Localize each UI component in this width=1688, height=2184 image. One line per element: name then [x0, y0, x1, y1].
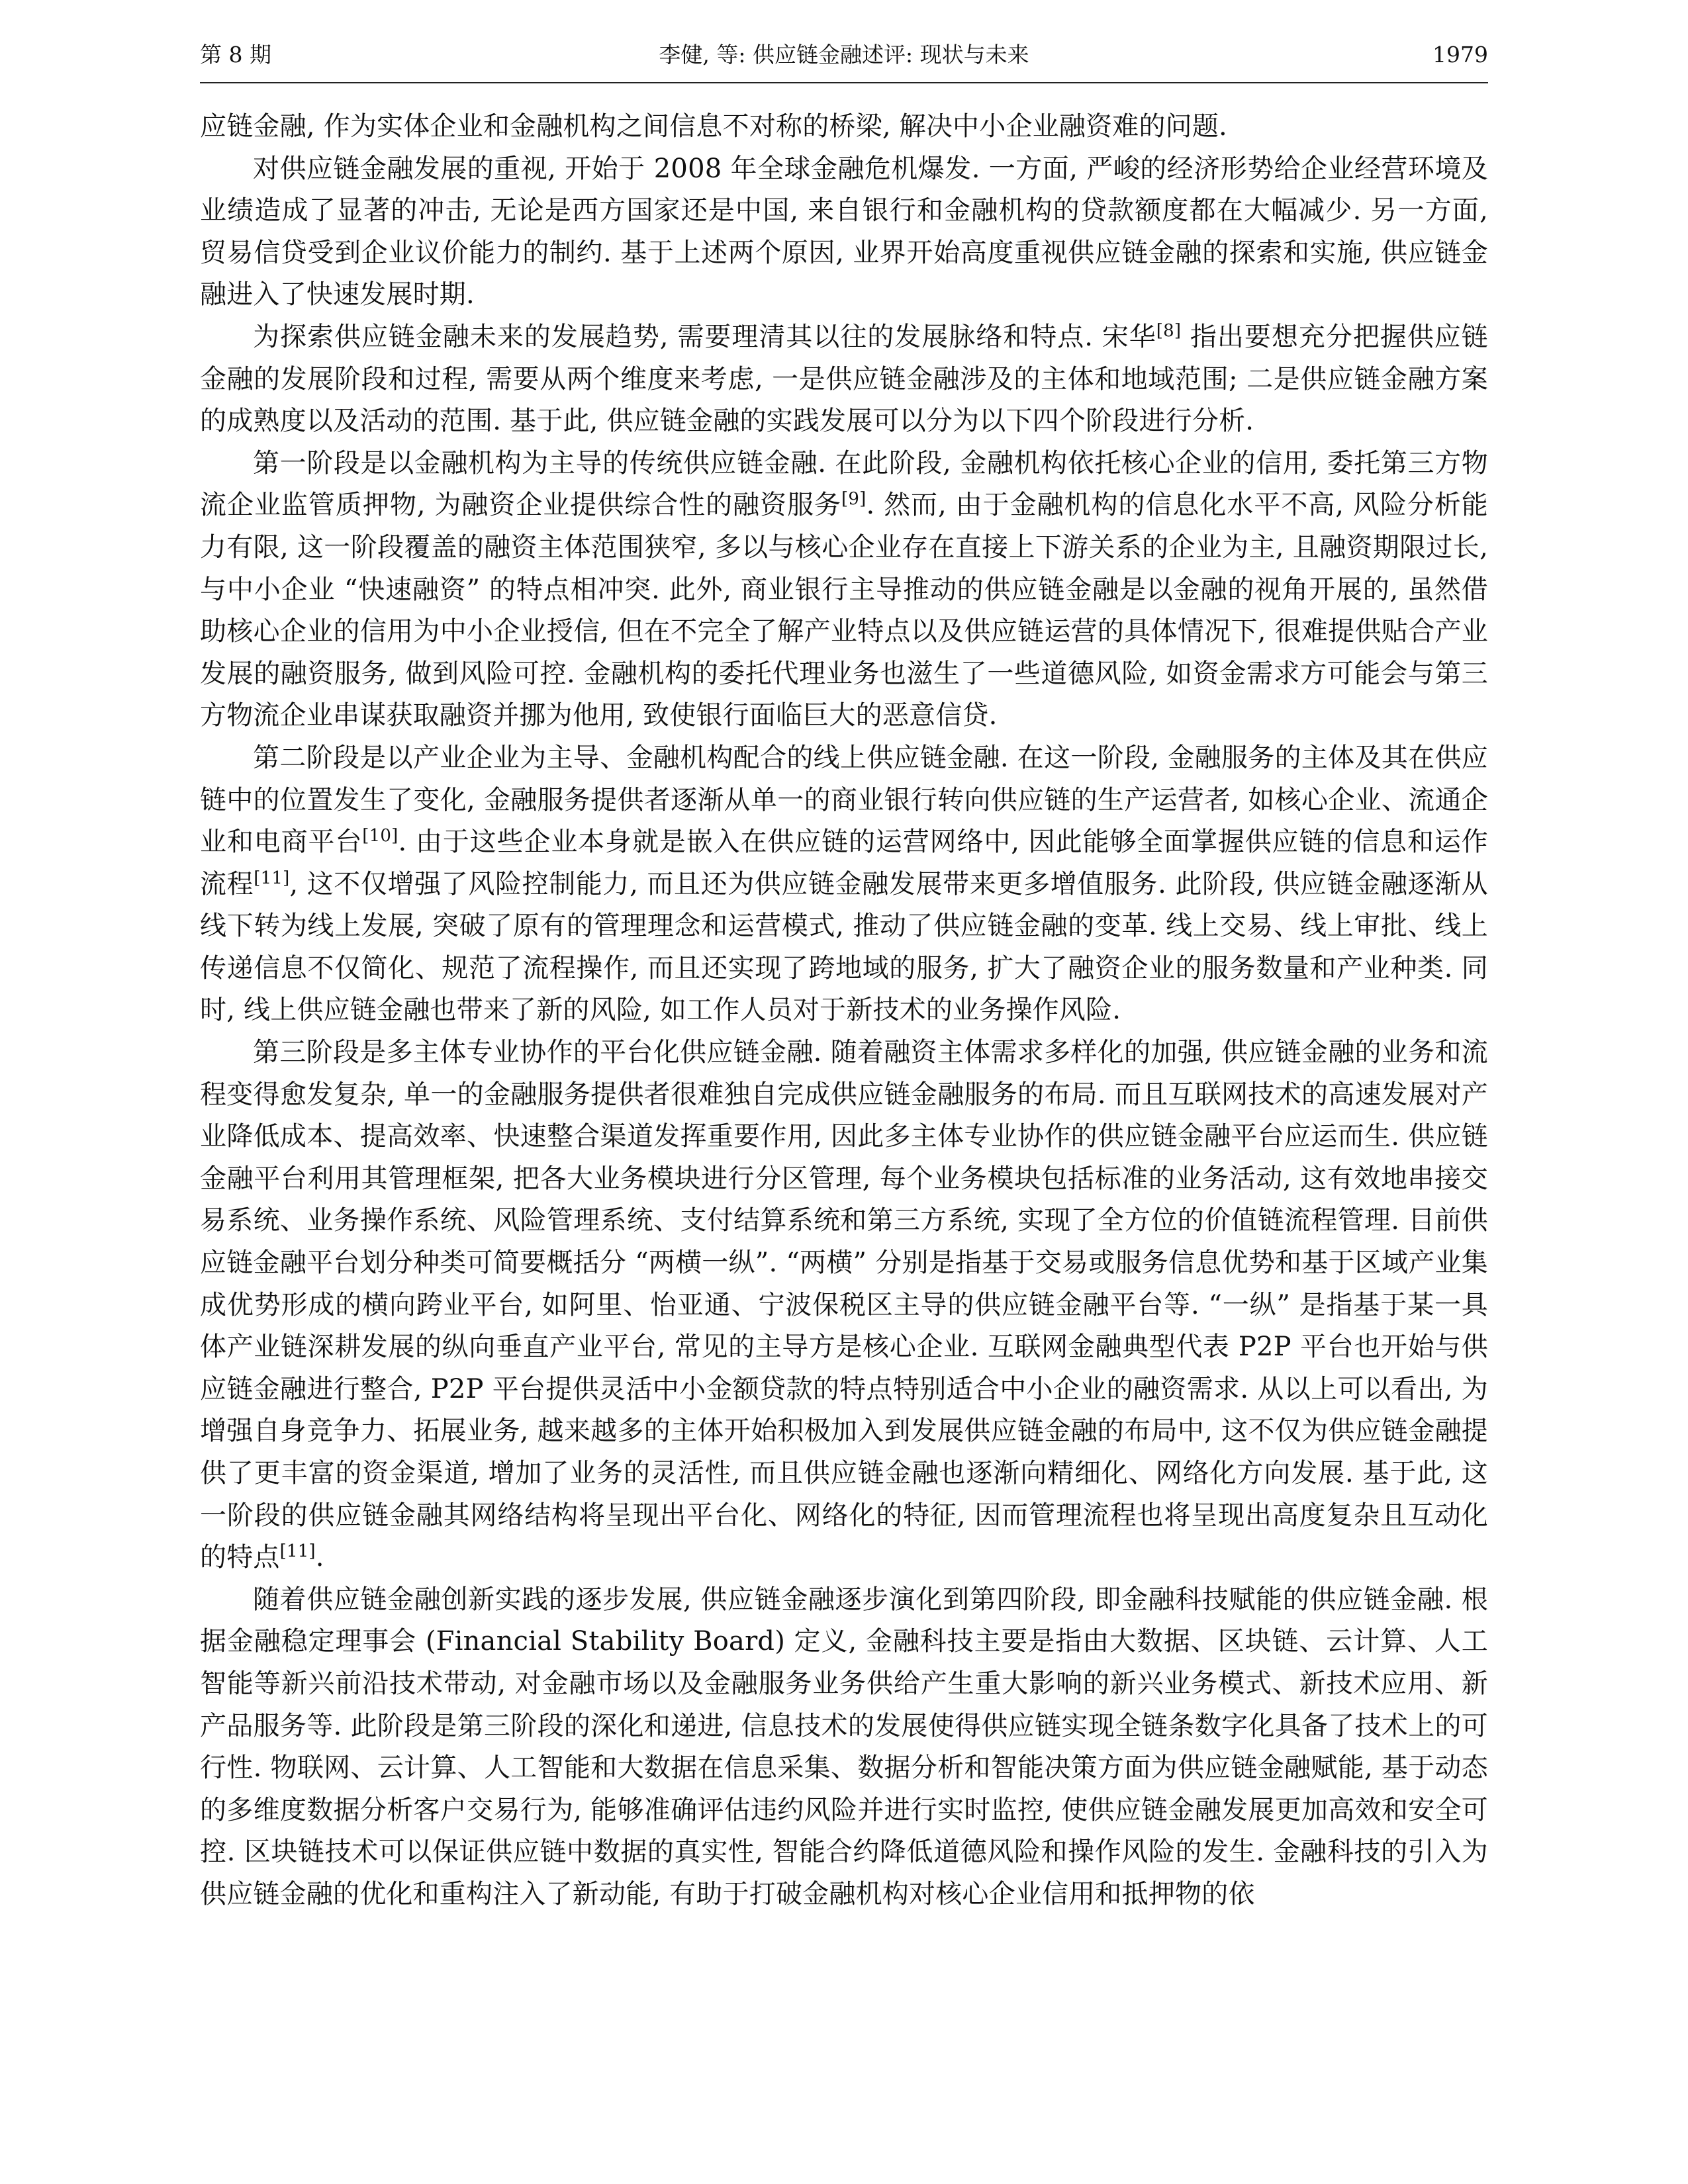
paragraph-financial-crisis: 对供应链金融发展的重视, 开始于 2008 年全球金融危机爆发. 一方面, 严峻的经济形势给企业经营环境及业绩造成了显著的冲击, 无论是西方国家还是中国, 来自银行和金融机构的贷款额度都在大幅减少. 另一方面, 贸易信贷受到企业议价能力的制约. 基于上述两个原因, 业界开始高度重视供应链金融的探索和实施, 供应链金融进入了快速发展时期. [200, 153, 1488, 310]
paragraph-text: 指出要想充分把握供应链金融的发展阶段和过程, 需要从两个维度来考虑, 一是供应链金融涉及的主体和地域范围; 二是供应链金融方案的成熟度以及活动的范围. 基于此, 供应链金融的实践发展可以分为以下四个阶段进行分析. [200, 321, 1488, 437]
citation-11[interactable]: [11] [254, 868, 290, 888]
header-divider [200, 82, 1488, 83]
page-number: 1979 [1432, 42, 1488, 68]
paragraph-development-stages [200, 316, 1488, 443]
citation-10[interactable]: [10] [362, 826, 399, 846]
running-header [200, 38, 1488, 71]
paragraph-text: 第一阶段是以金融机构为主导的传统供应链金融. 在此阶段, 金融机构依托核心企业的信用, 委托第三方物流企业监管质押物, 为融资企业提供综合性的融资服务 [200, 447, 1488, 521]
article-body [200, 106, 1488, 1916]
citation-11[interactable]: [11] [279, 1541, 316, 1562]
citation-8[interactable]: [8] [1156, 320, 1182, 341]
paragraph-text: 为探索供应链金融未来的发展趋势, 需要理清其以往的发展脉络和特点. 宋华 [253, 321, 1156, 352]
paragraph-stage-one [200, 443, 1488, 737]
paragraph-stage-four: 随着供应链金融创新实践的逐步发展, 供应链金融逐步演化到第四阶段, 即金融科技赋能的供应链金融. 根据金融稳定理事会 (Financial Stability Board) 定义, 金融科技主要是指由大数据、区块链、云计算、人工智能等新兴前沿技术带动, 对金融市场以及金融服务业务供给产生重大影响的新兴业务模式、新技术应用、新产品服务等. 此阶段是第三阶段的深化和递进, 信息技术的发展使得供应链实现全链条数字化具备了技术上的可行性. 物联网、云计算、人工智能和大数据在信息采集、数据分析和智能决策方面为供应链金融赋能, 基于动态的多维度数据分析客户交易行为, 能够准确评估违约风险并进行实时监控, 使供应链金融发展更加高效和安全可控. 区块链技术可以保证供应链中数据的真实性, 智能合约降低道德风险和操作风险的发生. 金融科技的引入为供应链金融的优化和重构注入了新动能, 有助于打破金融机构对核心企业信用和抵押物的依 [200, 1584, 1488, 1909]
citation-9[interactable]: [9] [841, 489, 867, 510]
running-title: 李健, 等: 供应链金融述评: 现状与未来 [659, 42, 1029, 68]
paragraph-text: . 然而, 由于金融机构的信息化水平不高, 风险分析能力有限, 这一阶段覆盖的融资主体范围狭窄, 多以与核心企业存在直接上下游关系的企业为主, 且融资期限过长, 与中小企业 “快速融资” 的特点相冲突. 此外, 商业银行主导推动的供应链金融是以金融的视角开展的, 虽然借助核心企业的信用为中小企业授信, 但在不完全了解产业特点以及供应链运营的具体情况下, 很难提供贴合产业发展的融资服务, 做到风险可控. 金融机构的委托代理业务也滋生了一些道德风险, 如资金需求方可能会与第三方物流企业串谋获取融资并挪为他用, 致使银行面临巨大的恶意信贷. [200, 490, 1488, 731]
paragraph-stage-two [200, 737, 1488, 1032]
paragraph-text: , 这不仅增强了风险控制能力, 而且还为供应链金融发展带来更多增值服务. 此阶段, 供应链金融逐渐从线下转为线上发展, 突破了原有的管理理念和运营模式, 推动了供应链金融的变革. 线上交易、线上审批、线上传递信息不仅简化、规范了流程操作, 而且还实现了跨地域的服务, 扩大了融资企业的服务数量和产业种类. 同时, 线上供应链金融也带来了新的风险, 如工作人员对于新技术的业务操作风险. [200, 868, 1489, 1026]
issue-number: 第 8 期 [200, 42, 271, 68]
paragraph-text: 第三阶段是多主体专业协作的平台化供应链金融. 随着融资主体需求多样化的加强, 供应链金融的业务和流程变得愈发复杂, 单一的金融服务提供者很难独自完成供应链金融服务的布局. 而且互联网技术的高速发展对产业降低成本、提高效率、快速整合渠道发挥重要作用, 因此多主体专业协作的供应链金融平台应运而生. 供应链金融平台利用其管理框架, 把各大业务模块进行分区管理, 每个业务模块包括标准的业务活动, 这有效地串接交易系统、业务操作系统、风险管理系统、支付结算系统和第三方系统, 实现了全方位的价值链流程管理. 目前供应链金融平台划分种类可简要概括分 “两横一纵”. “两横” 分别是指基于交易或服务信息优势和基于区域产业集成优势形成的横向跨业平台, 如阿里、怡亚通、宁波保税区主导的供应链金融平台等. “一纵” 是指基于某一具体产业链深耕发展的纵向垂直产业平台, 常见的主导方是核心企业. 互联网金融典型代表 P2P 平台也开始与供应链金融进行整合, P2P 平台提供灵活中小金额贷款的特点特别适合中小企业的融资需求. 从以上可以看出, 为增强自身竞争力、拓展业务, 越来越多的主体开始积极加入到发展供应链金融的布局中, 这不仅为供应链金融提供了更丰富的资金渠道, 增加了业务的灵活性, 而且供应链金融也逐渐向精细化、网络化方向发展. 基于此, 这一阶段的供应链金融其网络结构将呈现出平台化、网络化的特征, 因而管理流程也将呈现出高度复杂且互动化的特点 [200, 1037, 1488, 1573]
paragraph-stage-three [200, 1032, 1488, 1579]
paragraph-text: . [315, 1542, 324, 1573]
paragraph-text: . 由于这些企业本身就是嵌入在供应链的运营网络中, 因此能够全面掌握供应链的信息和运作流程 [200, 827, 1488, 899]
paragraph-continuation: 应链金融, 作为实体企业和金融机构之间信息不对称的桥梁, 解决中小企业融资难的问题. [200, 111, 1227, 142]
paragraph-text: 第二阶段是以产业企业为主导、金融机构配合的线上供应链金融. 在这一阶段, 金融服务的主体及其在供应链中的位置发生了变化, 金融服务提供者逐渐从单一的商业银行转向供应链的生产运营者, 如核心企业、流通企业和电商平台 [200, 742, 1488, 858]
